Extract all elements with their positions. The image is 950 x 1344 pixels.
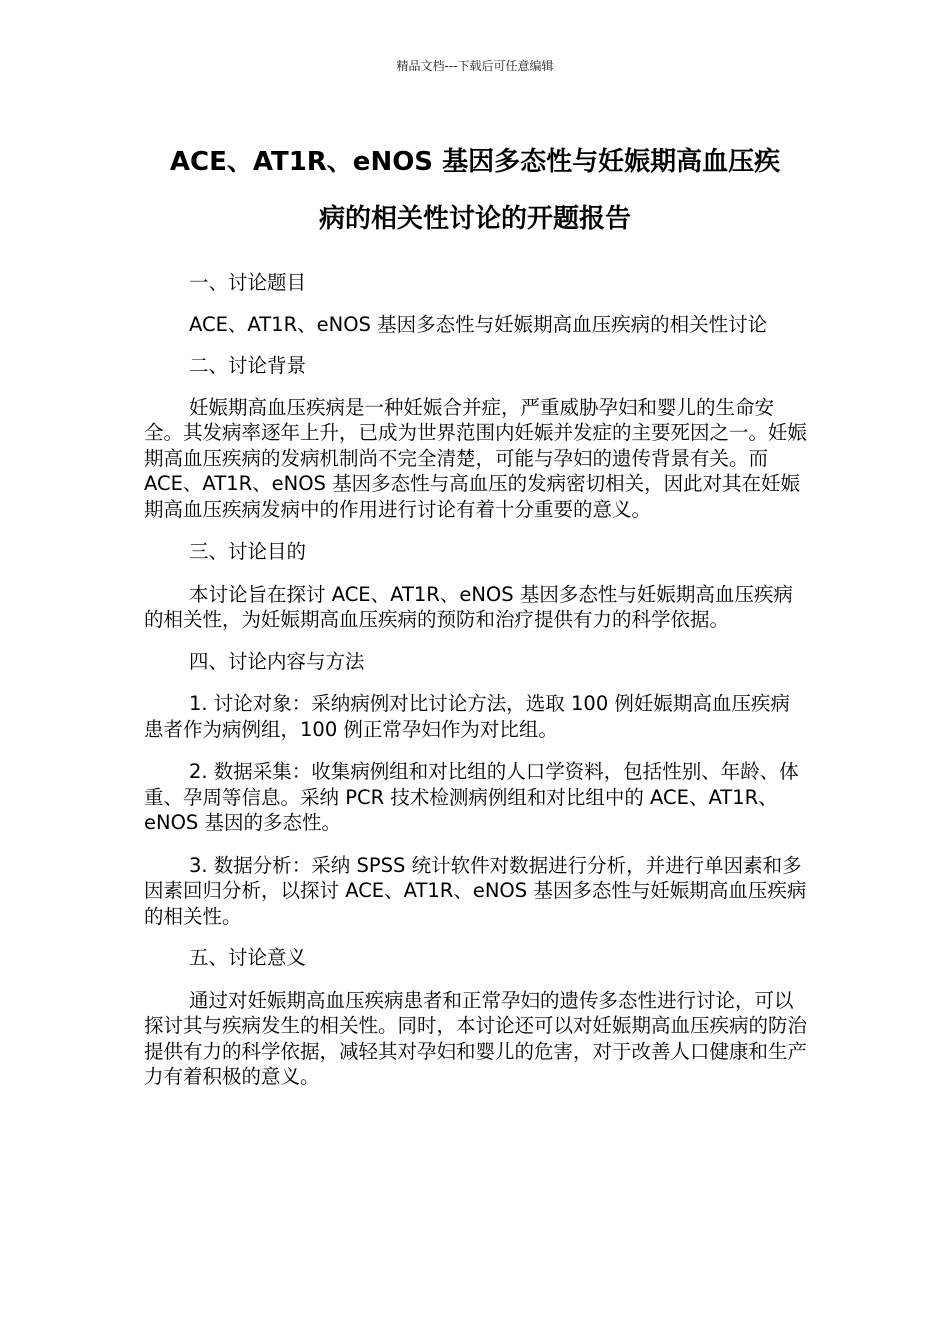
list-item: 2. 数据采集：收集病例组和对比组的人口学资料，包括性别、年龄、体重、孕周等信息。采纳 PCR 技术检测病例组和对比组中的 ACE、AT1R、eNOS 基因的多态性。 (144, 760, 799, 834)
page-header: 精品文档---下载后可任意编辑 (396, 59, 554, 73)
section-heading: 三、讨论目的 (189, 540, 307, 563)
document-title-line-2: 病的相关性讨论的开题报告 (318, 204, 631, 234)
section-heading: 五、讨论意义 (189, 946, 307, 969)
paragraph: 妊娠期高血压疾病是一种妊娠合并症，严重威胁孕妇和婴儿的生命安全。其发病率逐年上升，已成为世界范围内妊娠并发症的主要死因之一。妊娠期高血压疾病的发病机制尚不完全清楚，可能与孕妇的遗传背景有关。而 ACE、AT1R、eNOS 基因多态性与高血压的发病密切相关，因此对其在妊娠期高血压疾病发病中的作用进行讨论有着十分重要的意义。 (144, 395, 808, 521)
document-title-line-1: ACE、AT1R、eNOS 基因多态性与妊娠期高血压疾 (169, 147, 781, 177)
list-item: 3. 数据分析：采纳 SPSS 统计软件对数据进行分析，并进行单因素和多因素回归分析，以探讨 ACE、AT1R、eNOS 基因多态性与妊娠期高血压疾病的相关性。 (144, 853, 807, 928)
list-item: 1. 讨论对象：采纳病例对比讨论方法，选取 100 例妊娠期高血压疾病患者作为病例组，100 例正常孕妇作为对比组。 (144, 692, 790, 741)
paragraph: ACE、AT1R、eNOS 基因多态性与妊娠期高血压疾病的相关性讨论 (189, 312, 768, 336)
paragraph: 通过对妊娠期高血压疾病患者和正常孕妇的遗传多态性进行讨论，可以探讨其与疾病发生的相关性。同时，本讨论还可以对妊娠期高血压疾病的防治提供有力的科学依据，减轻其对孕妇和婴儿的危害，对于改善人口健康和生产力有着积极的意义。 (144, 988, 808, 1088)
paragraph: 本讨论旨在探讨 ACE、AT1R、eNOS 基因多态性与妊娠期高血压疾病的相关性，为妊娠期高血压疾病的预防和治疗提供有力的科学依据。 (144, 582, 793, 631)
section-heading: 一、讨论题目 (189, 271, 307, 294)
section-heading: 四、讨论内容与方法 (189, 649, 365, 673)
section-heading: 二、讨论背景 (189, 354, 307, 377)
document-body (144, 270, 808, 1090)
